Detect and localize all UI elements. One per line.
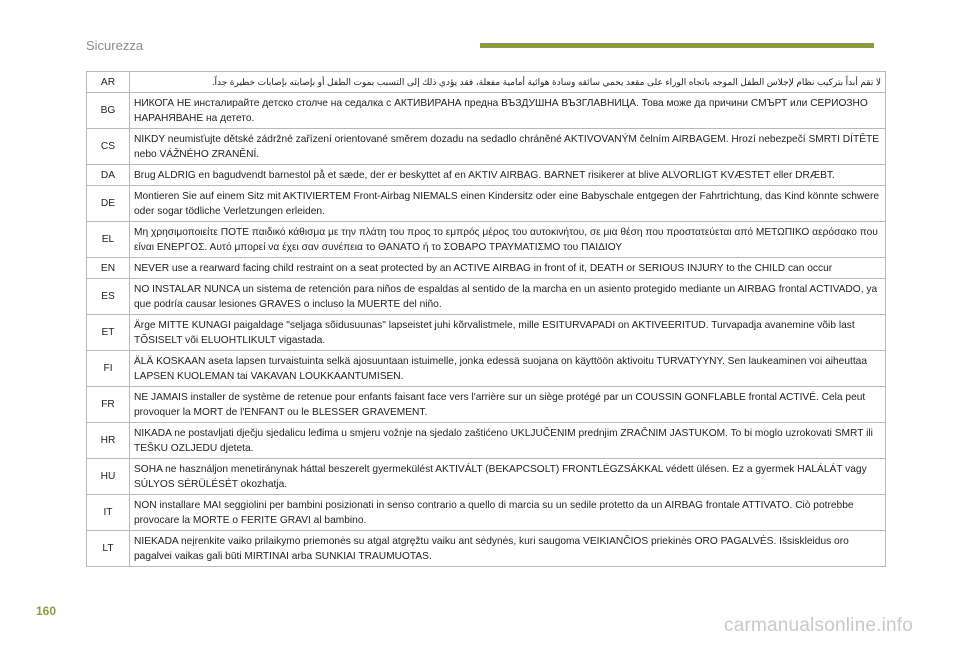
- table-row: [87, 315, 886, 351]
- language-code: EL: [87, 222, 130, 258]
- language-code: ET: [87, 315, 130, 351]
- warning-text: SOHA ne használjon menetiránynak háttal beszerelt gyermekülést AKTIVÁLT (BEKAPCSOLT) FRONTLÉGZSÁKKAL védett ülésen. Ez a gyermek HALÁLÁT vagy SÚLYOS SÉRÜLÉSÉT okozhatja.: [130, 459, 886, 495]
- language-code: FI: [87, 351, 130, 387]
- section-title: Sicurezza: [86, 38, 144, 53]
- warning-text: NEVER use a rearward facing child restraint on a seat protected by an ACTIVE AIRBAG in front of it, DEATH or SERIOUS INJURY to the CHILD can occur: [130, 258, 886, 279]
- page-number: 160: [36, 604, 57, 618]
- table-row: [87, 129, 886, 165]
- warning-table-body: [87, 72, 886, 567]
- language-code: DA: [87, 165, 130, 186]
- airbag-warning-table: [86, 71, 886, 567]
- language-code: ES: [87, 279, 130, 315]
- language-code: HR: [87, 423, 130, 459]
- warning-text: NE JAMAIS installer de système de retenue pour enfants faisant face vers l'arrière sur un siège protégé par un COUSSIN GONFLABLE frontal ACTIVÉ. Cela peut provoquer la MORT de l'ENFANT ou le BLESSER GRAVEMENT.: [130, 387, 886, 423]
- warning-text: NON installare MAI seggiolini per bambini posizionati in senso contrario a quello di marcia su un sedile protetto da un AIRBAG frontale ATTIVATO. Ciò potrebbe provocare la MORTE o FERITE GRAVI al bambino.: [130, 495, 886, 531]
- warning-text: Brug ALDRIG en bagudvendt barnestol på et sæde, der er beskyttet af en AKTIV AIRBAG. BARNET risikerer at blive ALVORLIGT KVÆSTET eller DRÆBT.: [130, 165, 886, 186]
- table-row: [87, 495, 886, 531]
- language-code: BG: [87, 93, 130, 129]
- table-row: [87, 165, 886, 186]
- warning-text: Montieren Sie auf einem Sitz mit AKTIVIERTEM Front-Airbag NIEMALS einen Kindersitz oder eine Babyschale entgegen der Fahrtrichtung, das Kind könnte schwere oder sogar tödliche Verletzungen erleiden.: [130, 186, 886, 222]
- table-row: [87, 93, 886, 129]
- table-row: [87, 531, 886, 567]
- language-code: CS: [87, 129, 130, 165]
- language-code: AR: [87, 72, 130, 93]
- table-row: [87, 279, 886, 315]
- warning-text: Ärge MITTE KUNAGI paigaldage "seljaga sõidusuunas" lapseistet juhi kõrvalistmele, mille ESITURVAPADI on AKTIVEERITUD. Turvapadja avanemine võib last TÕSISELT või ELUOHTLIKULT vigastada.: [130, 315, 886, 351]
- table-row: [87, 459, 886, 495]
- table-row: [87, 222, 886, 258]
- warning-text: NIKDY neumisťujte dětské zádržné zařízení orientované směrem dozadu na sedadlo chráněné AKTIVOVANÝM čelním AIRBAGEM. Hrozí nebezpečí SMRTI DÍTĚTE nebo VÁŽNÉHO ZRANĚNÍ.: [130, 129, 886, 165]
- watermark: carmanualsonline.info: [724, 615, 914, 636]
- language-code: FR: [87, 387, 130, 423]
- header-accent-bar: [480, 43, 874, 48]
- language-code: LT: [87, 531, 130, 567]
- language-code: DE: [87, 186, 130, 222]
- warning-text: ÄLÄ KOSKAAN aseta lapsen turvaistuinta selkä ajosuuntaan istuimelle, jonka edessä suojana on käyttöön aktivoitu TURVATYYNY. Sen laukeaminen voi aiheuttaa LAPSEN KUOLEMAN tai VAKAVAN LOUKKAANTUMISEN.: [130, 351, 886, 387]
- language-code: IT: [87, 495, 130, 531]
- table-row: [87, 351, 886, 387]
- language-code: EN: [87, 258, 130, 279]
- table-row: [87, 72, 886, 93]
- language-code: HU: [87, 459, 130, 495]
- table-row: [87, 387, 886, 423]
- warning-text: لا تقم أبداً بتركيب نظام لإجلاس الطفل الموجه باتجاه الوراء على مقعد يحمي سائقه وسادة هوائية أمامية مفعلة، فقد يؤدي ذلك إلى التسبب بموت الطفل أو بإصابته بإصابات خطيرة جداً.: [130, 72, 886, 93]
- table-row: [87, 258, 886, 279]
- warning-text: NO INSTALAR NUNCA un sistema de retención para niños de espaldas al sentido de la marcha en un asiento protegido mediante un AIRBAG frontal ACTIVADO, ya que podría causar lesiones GRAVES o incluso la MUERTE del niño.: [130, 279, 886, 315]
- table-row: [87, 423, 886, 459]
- warning-text: НИКОГА НЕ инсталирайте детско столче на седалка с АКТИВИРАНА предна ВЪЗДУШНА ВЪЗГЛАВНИЦА. Това може да причини СМЪРТ или СЕРИОЗНО НАРАНЯВАНЕ на детето.: [130, 93, 886, 129]
- table-row: [87, 186, 886, 222]
- warning-text: Μη χρησιμοποιείτε ΠΟΤΕ παιδικό κάθισμα με την πλάτη του προς το εμπρός μέρος του αυτοκινήτου, σε μια θέση που προστατεύεται από ΜΕΤΩΠΙΚΟ αερόσακο που είναι ΕΝΕΡΓΟΣ. Αυτό μπορεί να έχει σαν συνέπεια το ΘΑΝΑΤΟ ή το ΣΟΒΑΡΟ ΤΡΑΥΜΑΤΙΣΜΟ του ΠΑΙΔΙΟΥ: [130, 222, 886, 258]
- warning-text: NIEKADA neįrenkite vaiko prilaikymo priemonės su atgal atgręžtu vaiku ant sėdynės, kuri saugoma VEIKIANČIOS priekinės ORO PAGALVĖS. Išsiskleidus oro pagalvei vaikas gali būti MIRTINAI arba SUNKIAI TRAUMUOTAS.: [130, 531, 886, 567]
- warning-text: NIKADA ne postavljati dječju sjedalicu leđima u smjeru vožnje na sjedalo zaštićeno UKLJUČENIM prednjim ZRAČNIM JASTUKOM. To bi moglo uzrokovati SMRT ili TEŠKU OZLJEDU djeteta.: [130, 423, 886, 459]
